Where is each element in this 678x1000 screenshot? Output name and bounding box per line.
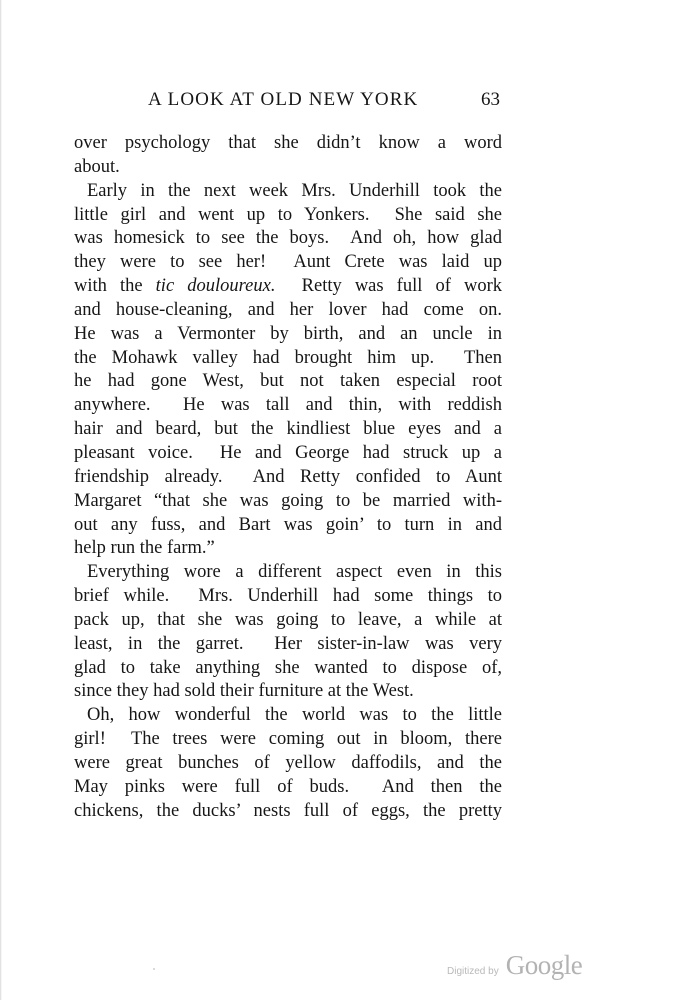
running-head: A LOOK AT OLD NEW YORK — [148, 89, 419, 110]
text-line: He was a Vermonter by birth, and an uncle in — [74, 323, 502, 344]
text-line: May pinks were full of buds. And then the — [74, 776, 502, 797]
text-line: girl! The trees were coming out in bloom, there — [74, 729, 502, 750]
text-line-segment: Retty was full of work — [275, 276, 502, 297]
digitized-watermark — [447, 950, 582, 982]
text-line — [74, 275, 502, 299]
text-line: were great bunches of yellow daffodils, and the — [74, 752, 502, 773]
text-line: help run the farm.” — [74, 538, 215, 559]
text-line: and house-cleaning, and her lover had come on. — [74, 299, 502, 320]
text-line: little girl and went up to Yonkers. She said she — [74, 204, 502, 225]
text-line: the Mohawk valley had brought him up. Then — [74, 347, 502, 368]
google-logo: Google — [505, 950, 583, 980]
text-line: they were to see her! Aunt Crete was laid up — [74, 252, 502, 273]
text-line: chickens, the ducks’ nests full of eggs, the pretty — [74, 800, 502, 821]
text-line: brief while. Mrs. Underhill had some things to — [74, 586, 502, 607]
text-line: hair and beard, but the kindliest blue eyes and a — [74, 419, 502, 440]
text-line: Everything wore a different aspect even in this — [87, 562, 502, 583]
page-header — [148, 89, 500, 119]
scan-speck — [153, 968, 155, 970]
text-line-segment: with the — [74, 276, 156, 297]
text-line: about. — [74, 156, 120, 177]
text-line: Margaret “that she was going to be married with- — [74, 490, 502, 511]
watermark-prefix: Digitized by — [447, 966, 499, 977]
text-line: anywhere. He was tall and thin, with reddish — [74, 395, 502, 416]
text-line: Oh, how wonderful the world was to the little — [87, 705, 502, 726]
page-number: 63 — [481, 89, 500, 110]
text-line: pack up, that she was going to leave, a while at — [74, 609, 502, 630]
text-line: friendship already. And Retty confided to Aunt — [74, 466, 502, 487]
text-line: since they had sold their furniture at the West. — [74, 681, 414, 702]
text-line: he had gone West, but not taken especial root — [74, 371, 502, 392]
italic-term: tic douloureux. — [155, 276, 276, 297]
page-edge — [0, 0, 2, 1000]
text-line: was homesick to see the boys. And oh, how glad — [74, 228, 502, 249]
body-text — [74, 132, 502, 823]
text-line: pleasant voice. He and George had struck up a — [74, 442, 502, 463]
text-line: over psychology that she didn’t know a word — [74, 133, 502, 153]
text-line: Early in the next week Mrs. Underhill took the — [87, 180, 502, 201]
text-line: least, in the garret. Her sister-in-law was very — [74, 633, 502, 654]
text-line: out any fuss, and Bart was goin’ to turn in and — [74, 514, 502, 535]
text-line: glad to take anything she wanted to dispose of, — [74, 657, 502, 678]
